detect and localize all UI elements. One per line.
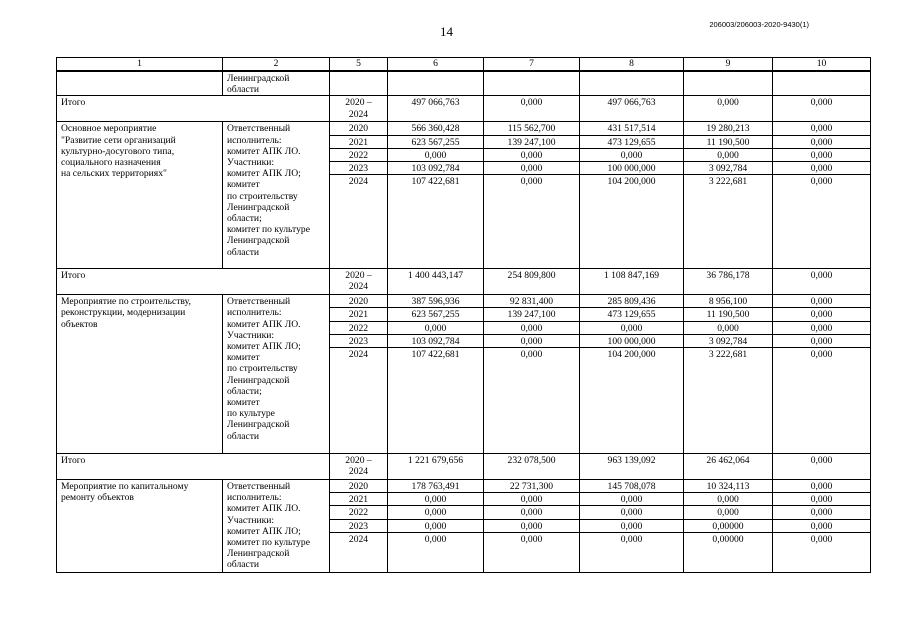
value-cell: 115 562,700 xyxy=(484,122,580,135)
value-cell: 178 763,491 xyxy=(388,480,484,493)
value-cell: 11 190,500 xyxy=(684,308,773,321)
value-cell xyxy=(580,71,684,96)
cell-line: комитет xyxy=(227,352,260,364)
value-cell: 0,00000 xyxy=(684,532,773,572)
cell-line: объектов xyxy=(61,318,98,330)
year-cell: 2023 xyxy=(330,334,388,347)
value-cell: 0,000 xyxy=(580,493,684,506)
value-cell: 0,000 xyxy=(388,506,484,519)
value-cell: 0,000 xyxy=(773,295,871,308)
table-body xyxy=(57,58,871,573)
cell-line: комитет АПК ЛО. xyxy=(227,318,301,330)
cell-line: ремонту объектов xyxy=(61,492,134,504)
value-cell: 36 786,178 xyxy=(684,269,773,295)
value-cell: 0,000 xyxy=(773,493,871,506)
value-cell: 0,00000 xyxy=(684,519,773,532)
year-cell: 2022 xyxy=(330,321,388,334)
table-row xyxy=(57,71,871,96)
value-cell: 0,000 xyxy=(388,519,484,532)
cell-line: культурно-досугового типа, xyxy=(61,145,175,157)
value-cell: 1 221 679,656 xyxy=(388,454,484,480)
value-cell: 0,000 xyxy=(684,96,773,122)
value-cell xyxy=(484,71,580,96)
value-cell: 0,000 xyxy=(773,148,871,161)
cell-line: Ответственный xyxy=(227,296,291,308)
value-cell: 497 066,763 xyxy=(580,96,684,122)
total-row xyxy=(57,96,871,122)
value-cell: 103 092,784 xyxy=(388,162,484,175)
value-cell: 0,000 xyxy=(773,308,871,321)
total-row xyxy=(57,454,871,480)
cell-line: комитет АПК ЛО; xyxy=(227,525,301,537)
value-cell: 0,000 xyxy=(773,532,871,572)
year-cell: 2023 xyxy=(330,519,388,532)
value-cell: 0,000 xyxy=(484,493,580,506)
cell-line: комитет xyxy=(227,179,260,191)
year-cell: 2023 xyxy=(330,162,388,175)
value-cell: 1 108 847,169 xyxy=(580,269,684,295)
column-header: 9 xyxy=(684,58,773,72)
cell-line: 2024 xyxy=(348,281,369,293)
value-cell: 0,000 xyxy=(773,334,871,347)
cell-line: на сельских территориях" xyxy=(61,168,167,180)
event-name-cell xyxy=(57,122,223,269)
value-cell: 566 360,428 xyxy=(388,122,484,135)
value-cell: 10 324,113 xyxy=(684,480,773,493)
cell-line: области; xyxy=(227,385,262,397)
executor-cell xyxy=(223,71,330,96)
value-cell: 11 190,500 xyxy=(684,135,773,148)
value-cell: 254 809,800 xyxy=(484,269,580,295)
value-cell: 497 066,763 xyxy=(388,96,484,122)
cell-line: 2020 – xyxy=(345,270,372,282)
table-row xyxy=(57,295,871,308)
cell-line: Ленинградской xyxy=(227,73,290,84)
year-cell: 2024 xyxy=(330,175,388,269)
year-cell: 2022 xyxy=(330,506,388,519)
value-cell: 0,000 xyxy=(484,96,580,122)
value-cell: 473 129,655 xyxy=(580,308,684,321)
column-header: 8 xyxy=(580,58,684,72)
cell-line: Ленинградской xyxy=(227,548,290,560)
year-cell: 2022 xyxy=(330,148,388,161)
value-cell: 0,000 xyxy=(580,506,684,519)
year-range-cell xyxy=(330,96,388,122)
value-cell: 0,000 xyxy=(484,348,580,454)
cell-line: Ответственный xyxy=(227,123,291,135)
value-cell: 473 129,655 xyxy=(580,135,684,148)
value-cell: 19 280,213 xyxy=(684,122,773,135)
value-cell: 0,000 xyxy=(484,532,580,572)
value-cell: 0,000 xyxy=(684,493,773,506)
value-cell: 0,000 xyxy=(773,135,871,148)
cell-line: реконструкции, модернизации xyxy=(61,307,186,319)
year-cell: 2021 xyxy=(330,493,388,506)
cell-line: Мероприятие по капитальному xyxy=(61,481,189,493)
value-cell: 0,000 xyxy=(773,122,871,135)
cell-line: области xyxy=(227,430,260,442)
cell-line: комитет АПК ЛО. xyxy=(227,145,301,157)
value-cell: 0,000 xyxy=(773,321,871,334)
total-label: Итого xyxy=(57,454,330,480)
value-cell: 104 200,000 xyxy=(580,348,684,454)
value-cell: 0,000 xyxy=(773,269,871,295)
value-cell: 100 000,000 xyxy=(580,334,684,347)
cell-line: области xyxy=(227,559,260,571)
year-range-cell xyxy=(330,454,388,480)
column-header: 10 xyxy=(773,58,871,72)
value-cell: 104 200,000 xyxy=(580,175,684,269)
column-header: 7 xyxy=(484,58,580,72)
cell-line: Ленинградской xyxy=(227,374,290,386)
value-cell: 0,000 xyxy=(484,148,580,161)
cell-line: комитет по культуре xyxy=(227,537,310,549)
value-cell: 0,000 xyxy=(484,334,580,347)
value-cell xyxy=(388,71,484,96)
table-row xyxy=(57,480,871,493)
cell-line: области xyxy=(227,246,260,258)
cell-line: Ленинградской xyxy=(227,419,290,431)
cell-line: 2020 – xyxy=(345,455,372,467)
cell-line: социального назначения xyxy=(61,157,161,169)
total-row xyxy=(57,269,871,295)
value-cell: 100 000,000 xyxy=(580,162,684,175)
value-cell: 107 422,681 xyxy=(388,175,484,269)
value-cell: 0,000 xyxy=(580,519,684,532)
value-cell: 22 731,300 xyxy=(484,480,580,493)
value-cell: 145 708,078 xyxy=(580,480,684,493)
cell-line: комитет АПК ЛО; xyxy=(227,341,301,353)
value-cell: 0,000 xyxy=(773,96,871,122)
year-range-cell xyxy=(330,269,388,295)
event-name-cell xyxy=(57,295,223,454)
document-id: 206003/206003-2020-9430(1) xyxy=(709,20,809,29)
cell-line: 2024 xyxy=(348,466,369,478)
value-cell: 0,000 xyxy=(484,519,580,532)
event-name-cell xyxy=(57,71,223,96)
cell-line: области; xyxy=(227,213,262,225)
year-cell: 2020 xyxy=(330,122,388,135)
value-cell: 431 517,514 xyxy=(580,122,684,135)
executor-cell xyxy=(223,295,330,454)
column-header: 5 xyxy=(330,58,388,72)
value-cell: 0,000 xyxy=(484,162,580,175)
cell-line: "Развитие сети организаций xyxy=(61,134,176,146)
column-header: 2 xyxy=(223,58,330,72)
value-cell: 387 596,936 xyxy=(388,295,484,308)
year-cell: 2021 xyxy=(330,135,388,148)
cell-line: по культуре xyxy=(227,408,275,420)
value-cell: 0,000 xyxy=(773,480,871,493)
value-cell: 3 222,681 xyxy=(684,175,773,269)
value-cell: 0,000 xyxy=(773,175,871,269)
column-header: 6 xyxy=(388,58,484,72)
value-cell: 623 567,255 xyxy=(388,135,484,148)
cell-line: Ленинградской xyxy=(227,201,290,213)
cell-line: комитет по культуре xyxy=(227,224,310,236)
value-cell: 623 567,255 xyxy=(388,308,484,321)
value-cell xyxy=(684,71,773,96)
value-cell: 8 956,100 xyxy=(684,295,773,308)
cell-line: комитет xyxy=(227,397,260,409)
year-cell: 2020 xyxy=(330,480,388,493)
value-cell: 0,000 xyxy=(388,493,484,506)
value-cell: 0,000 xyxy=(580,321,684,334)
cell-line: исполнитель: xyxy=(227,492,282,504)
cell-line: по строительству xyxy=(227,190,298,202)
value-cell xyxy=(330,71,388,96)
cell-line: Основное мероприятие xyxy=(61,123,157,135)
year-cell: 2024 xyxy=(330,532,388,572)
cell-line: Мероприятие по строительству, xyxy=(61,296,191,308)
value-cell: 285 809,436 xyxy=(580,295,684,308)
column-header: 1 xyxy=(57,58,223,72)
cell-line: Участники: xyxy=(227,514,275,526)
year-cell: 2024 xyxy=(330,348,388,454)
value-cell xyxy=(773,71,871,96)
value-cell: 963 139,092 xyxy=(580,454,684,480)
value-cell: 0,000 xyxy=(580,148,684,161)
value-cell: 0,000 xyxy=(484,175,580,269)
cell-line: области xyxy=(227,84,260,96)
value-cell: 0,000 xyxy=(773,162,871,175)
value-cell: 1 400 443,147 xyxy=(388,269,484,295)
cell-line: комитет АПК ЛО; xyxy=(227,168,301,180)
value-cell: 0,000 xyxy=(773,519,871,532)
cell-line: Ответственный xyxy=(227,481,291,493)
event-name-cell xyxy=(57,480,223,573)
table-row xyxy=(57,122,871,135)
value-cell: 0,000 xyxy=(388,532,484,572)
value-cell: 139 247,100 xyxy=(484,308,580,321)
value-cell: 0,000 xyxy=(684,506,773,519)
value-cell: 0,000 xyxy=(773,348,871,454)
cell-line: Ленинградской xyxy=(227,235,290,247)
value-cell: 103 092,784 xyxy=(388,334,484,347)
value-cell: 0,000 xyxy=(484,506,580,519)
cell-line: исполнитель: xyxy=(227,307,282,319)
cell-line: 2020 – xyxy=(345,97,372,109)
value-cell: 107 422,681 xyxy=(388,348,484,454)
cell-line: 2024 xyxy=(348,108,369,120)
value-cell: 3 222,681 xyxy=(684,348,773,454)
value-cell: 3 092,784 xyxy=(684,334,773,347)
header-row xyxy=(57,58,871,72)
value-cell: 0,000 xyxy=(484,321,580,334)
value-cell: 139 247,100 xyxy=(484,135,580,148)
value-cell: 3 092,784 xyxy=(684,162,773,175)
value-cell: 26 462,064 xyxy=(684,454,773,480)
value-cell: 0,000 xyxy=(773,454,871,480)
executor-cell xyxy=(223,122,330,269)
total-label: Итого xyxy=(57,269,330,295)
value-cell: 0,000 xyxy=(684,321,773,334)
value-cell: 0,000 xyxy=(388,321,484,334)
value-cell: 232 078,500 xyxy=(484,454,580,480)
value-cell: 0,000 xyxy=(773,506,871,519)
cell-line: исполнитель: xyxy=(227,134,282,146)
executor-cell xyxy=(223,480,330,573)
budget-table xyxy=(56,57,871,573)
value-cell: 0,000 xyxy=(580,532,684,572)
value-cell: 92 831,400 xyxy=(484,295,580,308)
cell-line: Участники: xyxy=(227,157,275,169)
year-cell: 2020 xyxy=(330,295,388,308)
value-cell: 0,000 xyxy=(388,148,484,161)
value-cell: 0,000 xyxy=(684,148,773,161)
year-cell: 2021 xyxy=(330,308,388,321)
cell-line: по строительству xyxy=(227,363,298,375)
cell-line: комитет АПК ЛО. xyxy=(227,503,301,515)
page-number: 14 xyxy=(440,24,453,39)
cell-line: Участники: xyxy=(227,329,275,341)
total-label: Итого xyxy=(57,96,330,122)
